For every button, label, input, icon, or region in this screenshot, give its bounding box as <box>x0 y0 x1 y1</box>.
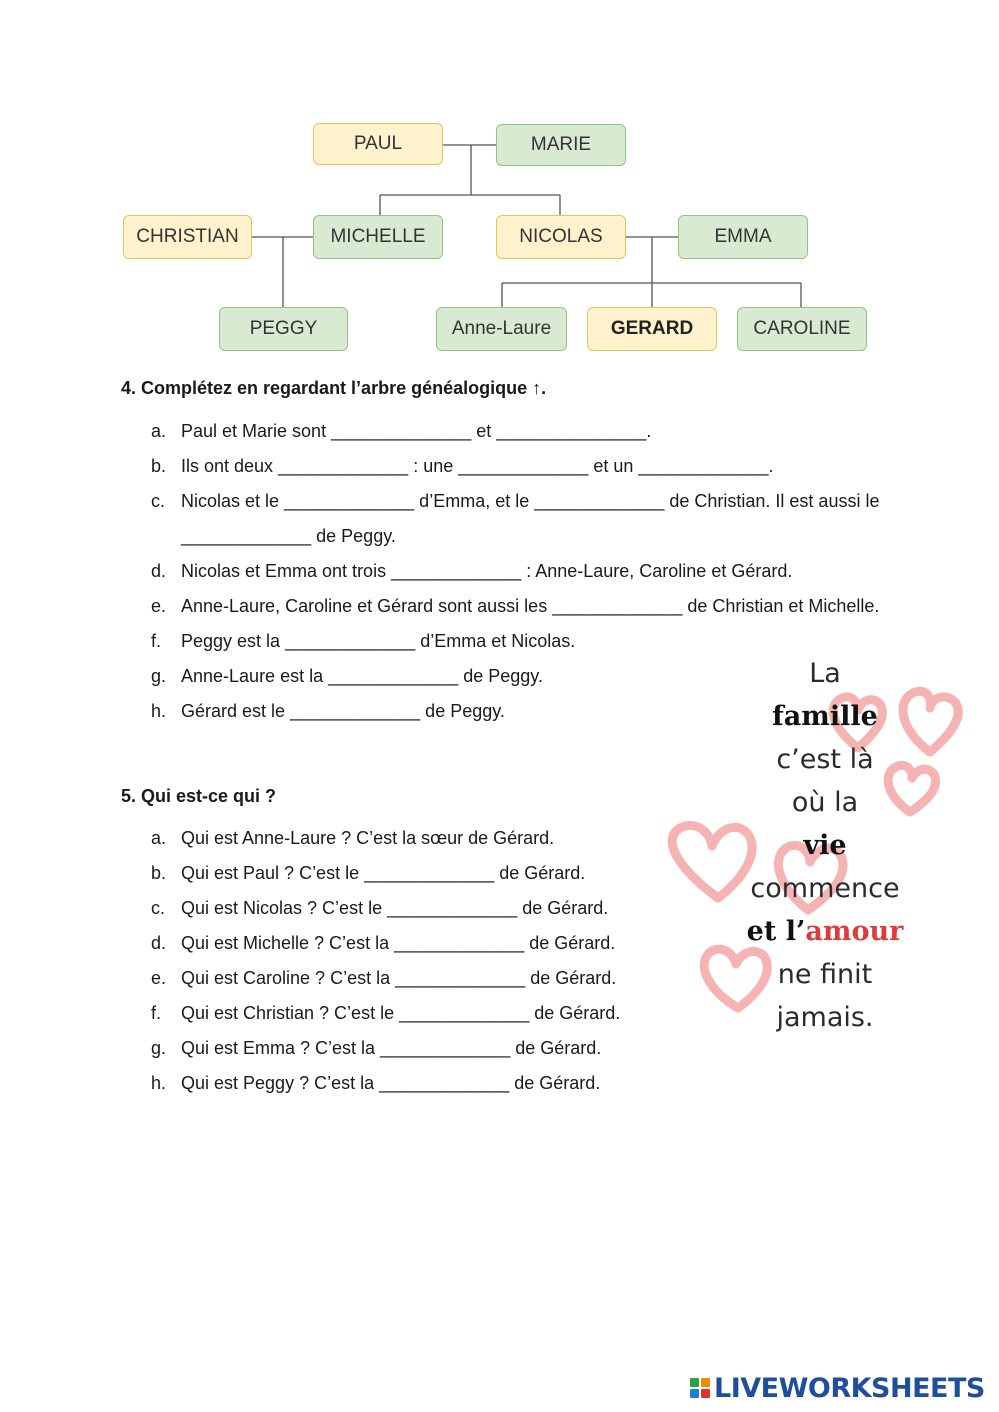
tree-node-michelle: MICHELLE <box>313 215 443 259</box>
list-item: f. Peggy est la _____________ d’Emma et Nicolas. <box>151 631 576 651</box>
section-4-title: 4. Complétez en regardant l’arbre généalogique ↑. <box>121 378 547 398</box>
list-item: c. Qui est Nicolas ? C’est le _____________ de Gérard. <box>151 898 609 918</box>
list-item: g. Qui est Emma ? C’est la _____________ de Gérard. <box>151 1038 602 1058</box>
logo-squares-icon <box>690 1378 710 1398</box>
liveworksheets-logo <box>690 1368 985 1408</box>
list-item: a. Paul et Marie sont ______________ et _______________. <box>151 421 652 441</box>
list-item: h. Qui est Peggy ? C’est la _____________ de Gérard. <box>151 1073 601 1093</box>
list-item: e. Qui est Caroline ? C’est la _____________ de Gérard. <box>151 968 617 988</box>
tree-node-christian: CHRISTIAN <box>123 215 252 259</box>
section-5-title: 5. Qui est-ce qui ? <box>121 786 277 806</box>
list-item: a. Qui est Anne-Laure ? C’est la sœur de Gérard. <box>151 828 555 848</box>
tree-node-nicolas: NICOLAS <box>496 215 626 259</box>
list-item: d. Qui est Michelle ? C’est la _____________ de Gérard. <box>151 933 616 953</box>
list-item: b. Qui est Paul ? C’est le _____________ de Gérard. <box>151 863 586 883</box>
tree-node-peggy: PEGGY <box>219 307 348 351</box>
tree-node-anne-laure: Anne-Laure <box>436 307 567 351</box>
list-item: f. Qui est Christian ? C’est le _____________ de Gérard. <box>151 1003 621 1023</box>
list-item: c. Nicolas et le _____________ d’Emma, et le _____________ de Christian. Il est aussi le _____________ de Peggy. <box>151 491 885 546</box>
tree-node-paul: PAUL <box>313 123 443 165</box>
list-item: d. Nicolas et Emma ont trois _____________ : Anne-Laure, Caroline et Gérard. <box>151 561 793 581</box>
tree-node-emma: EMMA <box>678 215 808 259</box>
list-item: e. Anne-Laure, Caroline et Gérard sont aussi les _____________ de Christian et Michelle. <box>151 596 880 616</box>
list-item: b. Ils ont deux _____________ : une _____________ et un _____________. <box>151 456 774 476</box>
tree-node-gerard: GERARD <box>587 307 717 351</box>
list-item: h. Gérard est le _____________ de Peggy. <box>151 701 505 721</box>
tree-node-caroline: CAROLINE <box>737 307 867 351</box>
list-item: g. Anne-Laure est la _____________ de Peggy. <box>151 666 543 686</box>
family-quote: La famille c’est là où la vie commence et l’amour ne finit jamais. <box>746 658 904 1033</box>
logo-text: LIVEWORKSHEETS <box>714 1372 985 1404</box>
tree-node-marie: MARIE <box>496 124 626 166</box>
family-tree-connectors <box>0 0 999 360</box>
